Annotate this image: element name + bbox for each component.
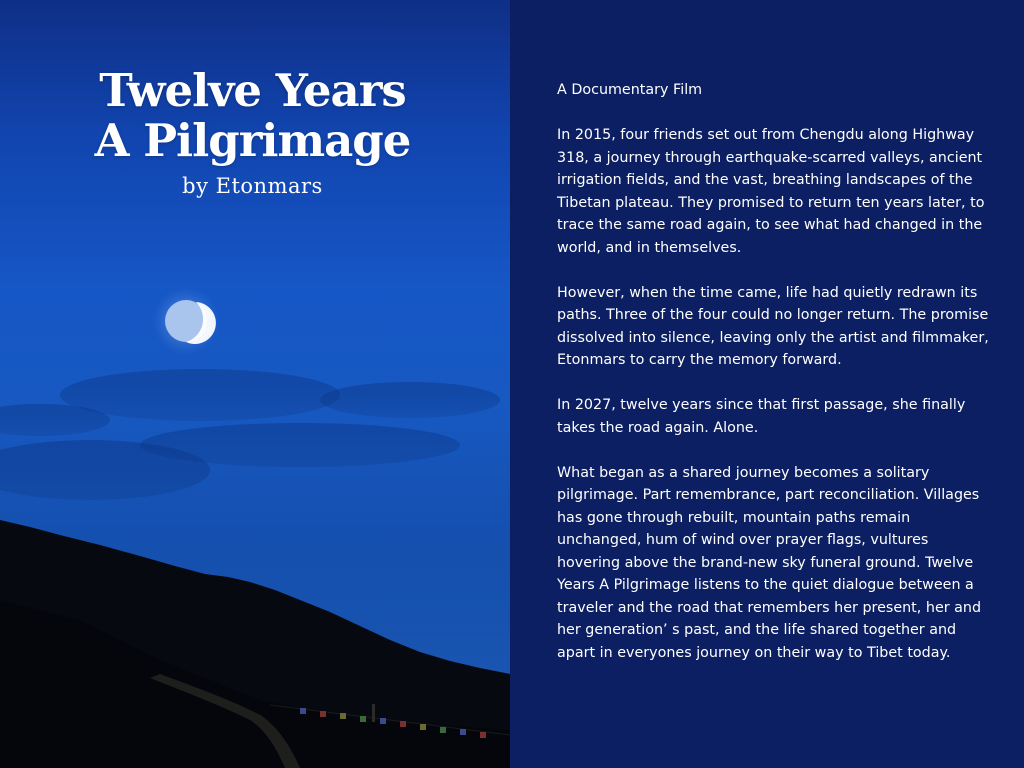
crescent-moon-icon bbox=[152, 287, 220, 355]
synopsis-panel bbox=[510, 0, 1024, 768]
synopsis-paragraph-2: However, when the time came, life had quietly redrawn its paths. Three of the four could no longer return. The promise dissolved into silence, leaving only the artist and filmmaker, Etonmars to carry the memory forward. bbox=[557, 284, 989, 368]
film-byline: by Etonmars bbox=[182, 174, 323, 198]
synopsis-paragraph-3: In 2027, twelve years since that first passage, she finally takes the road again. Alone. bbox=[557, 397, 966, 436]
poster-title-block bbox=[0, 66, 505, 200]
film-title-line-1: Twelve Years bbox=[99, 64, 406, 117]
poster-image-panel bbox=[0, 0, 510, 768]
synopsis-paragraph-4: What began as a shared journey becomes a solitary pilgrimage. Part remembrance, part reconciliation. Villages has gone through rebuilt, mountain paths remain unchanged, hum of wind over prayer flags, vultures hovering above the brand-new sky funeral ground. Twelve Years A Pilgrimage listens to the quiet dialogue between a traveler and the road that remembers her present, her and her generation’ s past, and the life shared together and apart in everyones journey on their way to Tibet today. bbox=[557, 464, 982, 661]
synopsis-paragraph-1: In 2015, four friends set out from Chengdu along Highway 318, a journey through earthquake-scarred valleys, ancient irrigation fields, and the vast, breathing landscapes of the Tibetan plateau. They promised to return ten years later, to trace the same road again, to see what had changed in the world, and in themselves. bbox=[557, 127, 985, 256]
synopsis-text bbox=[557, 79, 989, 687]
film-title-line-2: A Pilgrimage bbox=[94, 114, 411, 167]
film-subtitle: A Documentary Film bbox=[557, 82, 703, 98]
